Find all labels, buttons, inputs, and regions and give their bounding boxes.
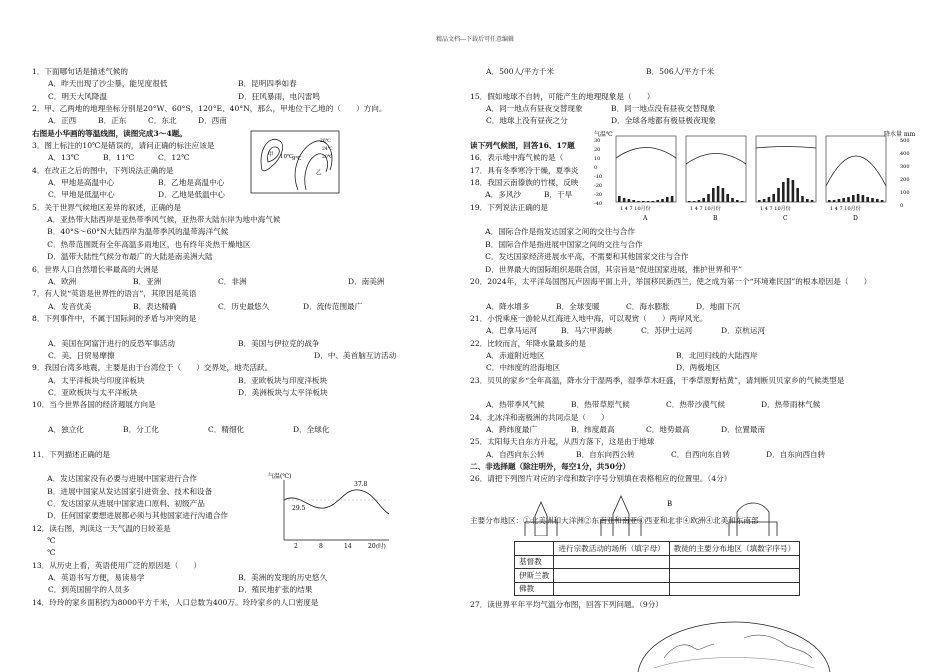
rain-bar [842,198,845,202]
rain-bar [736,200,739,202]
answer-option[interactable]: B．亚欧板块与印度洋板块 [238,375,328,385]
question-line: 6．世界人口自然增长率最高的大洲是 [32,264,159,274]
month-ticks: 1 4 7 10月份 [620,206,651,212]
answer-option[interactable]: D．位置最南 [721,424,766,434]
answer-option[interactable]: B．同一地点没有昼夜交替现象 [611,104,716,114]
option-row [32,189,462,201]
question-line: C．热带范围既有全年高温多雨地区，也有终年炎热干燥地区 [32,239,251,249]
temp-curve [756,147,816,149]
answer-option[interactable]: A．甲地是高温中心 [48,178,115,188]
panel-label: A [643,215,648,222]
rain-bar [632,200,635,202]
isotherm-label: 乙 [316,170,322,176]
rain-bar [688,201,691,202]
option-row [32,424,462,436]
building-letter: B [667,500,673,508]
question-line: 8．下列事件中，不属于国际间的矛盾与冲突的是 [32,313,197,323]
q26-regions: 主要分布地区：①北美洲和大洋洲②东南亚和南亚③西亚和北非④欧洲④北美和东南部 [470,516,759,525]
rain-bar [847,197,850,202]
answer-option[interactable]: A．赤道附近地区 [486,350,545,360]
answer-cell[interactable] [669,555,800,569]
rain-bar [722,188,725,202]
rain-bar [866,197,869,202]
answer-option[interactable]: A．降水增多 [486,301,530,311]
section-heading: 二、非选择题（除注明外，每空1分，共50分） [470,462,631,471]
question-line: 18．我国云南傣族的竹楼，反映 [470,178,579,188]
temp-curve [686,154,746,165]
rain-bar [731,198,734,202]
answer-option[interactable]: C．精细化 [208,424,245,434]
answer-option[interactable]: C．历史最悠久 [218,301,270,311]
table-header-place: 进行宗教活动的场所（填字母） [554,542,669,556]
climate-charts [594,130,920,222]
question-line: ℃ [32,548,56,558]
answer-option[interactable]: D．全球化 [293,424,330,434]
question-line: 17．具有冬季寒冷干燥，夏季炎 [470,165,579,175]
rain-bar [792,180,795,202]
question-line: 20．2024年，太平洋岛国图瓦卢因海平面上升，举国移民新西兰，使之成为第一个“环境难民国”的根本原因是（ ） [470,276,872,286]
rain-bar [811,200,814,202]
question-line [470,288,920,300]
answer-option[interactable]: C．甲地是低温中心 [48,190,115,200]
rain-bar [717,186,720,202]
option-row [470,362,920,374]
question-line: D．世界最大的国际组织是联合国，其宗旨是“促进国家进展，推护世界和平” [470,264,743,274]
rain-bar [726,194,729,202]
rain-bar [758,200,761,202]
answer-option[interactable]: A．巴拿马运河 [486,326,538,336]
option-row [470,115,920,127]
question-line [32,412,462,424]
svg-text:(时): (时) [376,544,386,550]
answer-option[interactable]: C．到英国留学的人员多 [48,585,130,595]
temp-ylabel: 气温(℃) [268,473,292,480]
question-line [32,436,462,448]
question-line: B．国际合作是指进展中国家之间的交往与合作 [470,239,643,249]
rain-bar [838,199,841,202]
rain-bar [671,196,674,202]
temp-tick: -10 [594,174,603,180]
rain-bar [623,198,626,202]
question-line: 10．当今世界各国的经济週展方向是 [32,400,156,410]
question-line: 22．比较而言，年降水量最多的是 [470,338,586,348]
answer-option[interactable]: C．热带沙漠气候 [666,400,725,410]
question-line [470,387,920,399]
temp-tick: -30 [594,192,603,198]
answer-cell[interactable] [554,582,669,596]
answer-option[interactable]: C．中纬度的沿海地区 [486,363,561,373]
option-row [470,399,920,411]
question-line: 26．请把下列图片对应的字母和数字序号分别填在表格相应的位置里。（4分） [470,474,732,484]
answer-option[interactable]: D．热带雨林气候 [761,400,821,410]
svg-text:14: 14 [344,543,352,550]
question-line: A．多风沙 B．干旱 [470,190,573,200]
answer-option[interactable]: B．纬度最高 [571,424,615,434]
section-heading: 读下列气候图，回答16、17题 [470,141,575,151]
rain-bar [881,200,884,202]
svg-text:8: 8 [319,543,323,550]
month-ticks: 1 4 7 10月份 [690,206,721,212]
answer-option[interactable]: D．南美洲 [348,276,385,286]
rain-bar [652,201,655,202]
rain-bar [876,199,879,202]
left-column [32,66,462,609]
temp-tick: 30 [594,138,601,144]
question-line: 13．从历史上看，英语使用广泛的原因是（ ） [32,560,202,570]
table-row-label: 伊斯兰教 [515,569,554,583]
question-line: 25．太阳每天自东方升起，从西方落下，这是由于地球 [470,437,655,447]
answer-option[interactable]: C．东北 [148,116,177,126]
question-line [32,325,462,337]
option-row [32,338,462,350]
answer-option[interactable]: A．美国在阿富汗进行的反恐军事活动 [48,338,175,348]
question-line: A．发达国家没有必要与进展中国家进行合作 [32,474,197,484]
climate-chart-a [616,136,676,222]
option-row [470,449,920,461]
religion-table [514,541,800,596]
question-line: 21．小悦乘座一游轮从红海进入地中海，可以观赏（ ）两岸风光。 [470,313,708,323]
option-row [470,66,920,78]
answer-option[interactable]: A．昨天出现了沙尘暴，能见度很低 [48,79,168,89]
question-line [470,78,920,90]
rain-bar [628,199,631,202]
daily-temperature-chart [264,470,394,550]
isotherm-label: 20℃ [322,155,333,160]
question-line: 7．有人说“英语是世界性的语言”，其原因是英语 [32,289,197,299]
question-line: 15．假如地球不自转，可能产生的地理现象是（ ） [470,91,655,101]
answer-option[interactable]: B．11℃ [103,153,135,163]
answer-cell[interactable] [554,569,669,583]
answer-option[interactable]: D．两极地区 [676,363,721,373]
svg-text:20: 20 [368,543,376,550]
question-line: 2．甲、乙两地的地理坐标分别是20°W、60°S，120°E、40°N，那么，甲地位于乙地的（ ）方向。 [32,104,387,114]
answer-option[interactable]: C．地球上没有昼夜之分 [486,116,568,126]
answer-option[interactable]: A．正西 [48,116,77,126]
answer-option[interactable]: B．亚洲 [133,276,162,286]
answer-option[interactable]: A．英语书写方便，易读易学 [48,573,145,583]
rain-bar [777,188,780,202]
question-line: A．国际合作是指发达国家之间的交往与合作 [470,227,635,237]
rain-bar [796,188,799,202]
answer-option[interactable]: B．正东 [98,116,127,126]
answer-option[interactable]: C．海水膨胀 [626,301,670,311]
answer-option[interactable]: D．乙地是低温中心 [158,190,225,200]
rain-bar [768,197,771,202]
answer-option[interactable]: D．全球各地都有极昼极夜现象 [611,116,716,126]
answer-option[interactable]: C．亚欧板块与太平洋板块 [48,387,138,397]
climate-chart-c [756,136,816,222]
rain-bar [698,200,701,202]
right-column [470,66,920,486]
section-heading: 右图是小华画的等温线图，读图完成3～4题。 [32,128,187,138]
question-line: ℃ [32,536,56,546]
isotherm-label: 10℃ [280,154,294,160]
table-row-label: 佛教 [515,582,554,596]
rain-bar [618,196,621,202]
answer-option[interactable]: B．506人/平方千米 [646,67,715,76]
option-row [32,152,462,164]
question-line: D．温带大陆性气候分布最广的大陆是南美洲大陆 [32,252,213,262]
answer-cell[interactable] [669,569,800,583]
answer-option[interactable]: D．西南 [198,116,227,126]
question-line: 23．贝贝的家乡“全年高温，降水分干湿两季，湿季草木旺盛，干季草原野枯黄”，请判断贝贝家乡的气候类型是 [470,375,845,385]
question-line: C．发达国家从进展中国家进口原料、初级产品 [32,499,205,509]
temp-curve [616,148,676,159]
option-row [470,103,920,115]
answer-option[interactable]: B．表达精确 [133,301,177,311]
question-line: 16．表示地中海气候的是（ [470,153,564,163]
isotherm-label: 26℃ [320,139,331,144]
temp-tick: 20 [594,147,601,153]
option-row [32,350,462,362]
answer-option[interactable]: C．12℃ [158,153,190,163]
answer-option[interactable]: A．太平洋板块与印度洋板块 [48,375,145,385]
rain-bar [741,201,744,202]
option-row [470,424,920,436]
option-row [32,572,462,584]
answer-option[interactable]: D．狂风暴雨，电闪雷鸣 [238,91,321,101]
rain-bar [862,195,865,202]
table-row-label: 基督教 [515,555,554,569]
answer-option[interactable]: B．热带草原气候 [571,400,630,410]
option-row [32,91,462,103]
question-line: 11．下列描述正确的是 [32,449,111,459]
rain-tick: 300 [900,164,910,170]
temp-tick: 0 [594,165,598,171]
rain-bar [782,182,785,202]
question-line: 1．下面哪句话是描述气候的 [32,67,128,76]
answer-option[interactable]: D．自东向西自转 [766,449,826,459]
question-line: 12．读右图，判读这一天气温的日较差是 [32,523,171,533]
option-row [32,387,462,399]
answer-option[interactable]: A．独立化 [48,424,84,434]
answer-option[interactable]: B．北回归线的大陆西岸 [676,350,758,360]
question-27: 27．读世界平年平均气温分布图，回答下列问题。（9分） [470,600,663,609]
answer-option[interactable]: C．地势最高 [646,424,690,434]
isotherm-label: 9℃ [292,156,302,162]
rain-bar [693,201,696,202]
question-line: C．发达国家经济进展水平高，不需要和其他国家交往与合作 [470,252,689,262]
option-row [32,276,462,288]
rain-bar [806,199,809,202]
religious-buildings [505,492,825,536]
rain-bar [656,200,659,202]
rain-bar [642,201,645,202]
rain-bar [661,199,664,202]
answer-option[interactable]: C．自西向东自转 [671,449,730,459]
isotherm-label: 甲 [268,152,274,158]
rain-bar [637,201,640,202]
question-line [32,461,462,473]
answer-option[interactable]: B．美洲的发现的历史悠久 [238,573,328,583]
climate-ylabel-left: 气温℃ [594,131,613,138]
question-line: 24．北冰洋和南极洲的共同点是（ ） [470,412,609,422]
rain-bar [801,196,804,202]
answer-option[interactable]: B．分工化 [123,424,159,434]
answer-cell[interactable] [554,555,669,569]
temp-tick: -40 [594,201,603,207]
question-line: 3．图上标注的10℃是错误的，请问正确的标注应该是 [32,141,215,151]
month-ticks: 1 4 7 10月份 [830,206,861,212]
answer-option[interactable]: A．13℃ [48,153,80,163]
answer-option[interactable]: A．热带季风气候 [486,400,545,410]
rain-bar [857,194,860,202]
answer-option[interactable]: B．全球变暖 [556,301,600,311]
rain-bar [787,178,790,202]
month-ticks: 1 4 7 10月份 [760,206,791,212]
panel-label: B [713,215,718,222]
rain-tick: 500 [900,138,910,144]
rain-bar [772,194,775,202]
rain-bar [828,200,831,202]
answer-option[interactable]: B．美国与伊拉克的战争 [238,338,320,348]
answer-option[interactable]: C．非洲 [218,276,247,286]
temp-low-label: 29.5 [292,505,306,512]
answer-option[interactable]: A．欧洲 [48,276,77,286]
answer-option[interactable]: D．京杭运河 [721,326,766,336]
world-temperature-map [634,618,834,672]
rain-bar [712,188,715,202]
climate-ylabel-right: 降水量 mm [884,131,916,138]
rain-bar [647,201,650,202]
answer-option[interactable]: D．地面下沉 [696,301,741,311]
rain-bar [702,198,705,202]
panel-label: C [783,215,788,222]
svg-text:2: 2 [294,543,298,550]
rain-bar [666,197,669,202]
answer-option[interactable]: A．自西向东公转 [486,449,545,459]
climate-chart-b [686,136,746,222]
rain-tick: 0 [900,203,904,209]
page-header: 精品文档---下载后可任意编辑 [435,36,515,43]
option-row [32,584,462,596]
answer-option[interactable]: D．流传范围最广 [303,301,363,311]
table-header-region: 教徒的主要分布地区（填数字序号） [669,542,800,556]
rain-tick: 400 [900,151,910,157]
option-row [32,78,462,90]
rain-bar [833,200,836,202]
answer-option[interactable]: D．美洲板块与太平洋板块 [238,387,328,397]
rain-tick: 100 [900,190,910,196]
panel-label: D [853,215,858,222]
question-line: B．进展中国家从发达国家引进资金、技术和设备 [32,486,213,496]
question-line: A．亚热带大陆西岸是亚热带季风气候，亚热带大陆东岸为地中海气候 [32,215,281,225]
rain-tick: 200 [900,177,910,183]
option-row [32,301,462,313]
rain-bar [871,198,874,202]
option-row [470,325,920,337]
answer-cell[interactable] [669,582,800,596]
answer-option[interactable]: C．明天大风降温 [48,91,107,101]
question-line: 9．我国台湾多地震，主要是由于台湾位于（ ）交界处，地壳活跃。 [32,363,273,373]
answer-option[interactable]: B．昆明四季如春 [238,79,297,89]
isotherm-map [250,130,340,194]
question-line: 19．下列说法正确的是 [470,202,549,212]
rain-bar [707,194,710,202]
answer-option[interactable]: A．500人/平方千米 [486,67,555,76]
isotherm-label: 24℃ [322,147,333,152]
temp-tick: -20 [594,183,603,189]
option-row [32,177,462,189]
answer-option[interactable]: C．美、日贸易摩擦 [48,350,115,360]
question-line: D．任何国家要想进展都必须与其他国家进行沟通合作 [32,511,228,521]
temp-curve [826,156,886,186]
answer-option[interactable]: A．同一地点有昼夜交替现象 [486,104,583,114]
option-row [470,350,920,362]
climate-chart-d [826,136,886,222]
question-line: B．40°S～60°N大陆西岸为温带季风的温带海洋气候 [32,227,229,237]
rain-bar [852,195,855,202]
temp-high-label: 37.8 [354,481,368,488]
option-row [32,115,462,127]
answer-option[interactable]: B．马六甲海峡 [561,326,613,336]
question-line: 4．在改正之后的图中，下列说法正确的是 [32,165,174,175]
answer-option[interactable]: D．殖民地扩张的结果 [238,585,313,595]
option-row [470,301,920,313]
answer-option[interactable]: B．乙地是高温中心 [158,178,225,188]
question-line: 5．关于世界气候地区差异的叙述，正确的是 [32,202,182,212]
question-line: 14．玲玲的家乡面积约为8000平方千米，人口总数为400万。玲玲家乡的人口密度是 [32,597,319,607]
rain-bar [763,199,766,202]
answer-option[interactable]: D．中、美首脑互访活动 [314,350,397,360]
answer-option[interactable]: A．发音优美 [48,301,92,311]
temp-tick: 10 [594,156,601,162]
table-header-blank [515,542,554,556]
answer-option[interactable]: B．自东向西公转 [576,449,635,459]
answer-option[interactable]: C．苏伊士运河 [641,326,693,336]
answer-option[interactable]: A．跨纬度最广 [486,424,538,434]
option-row [32,375,462,387]
